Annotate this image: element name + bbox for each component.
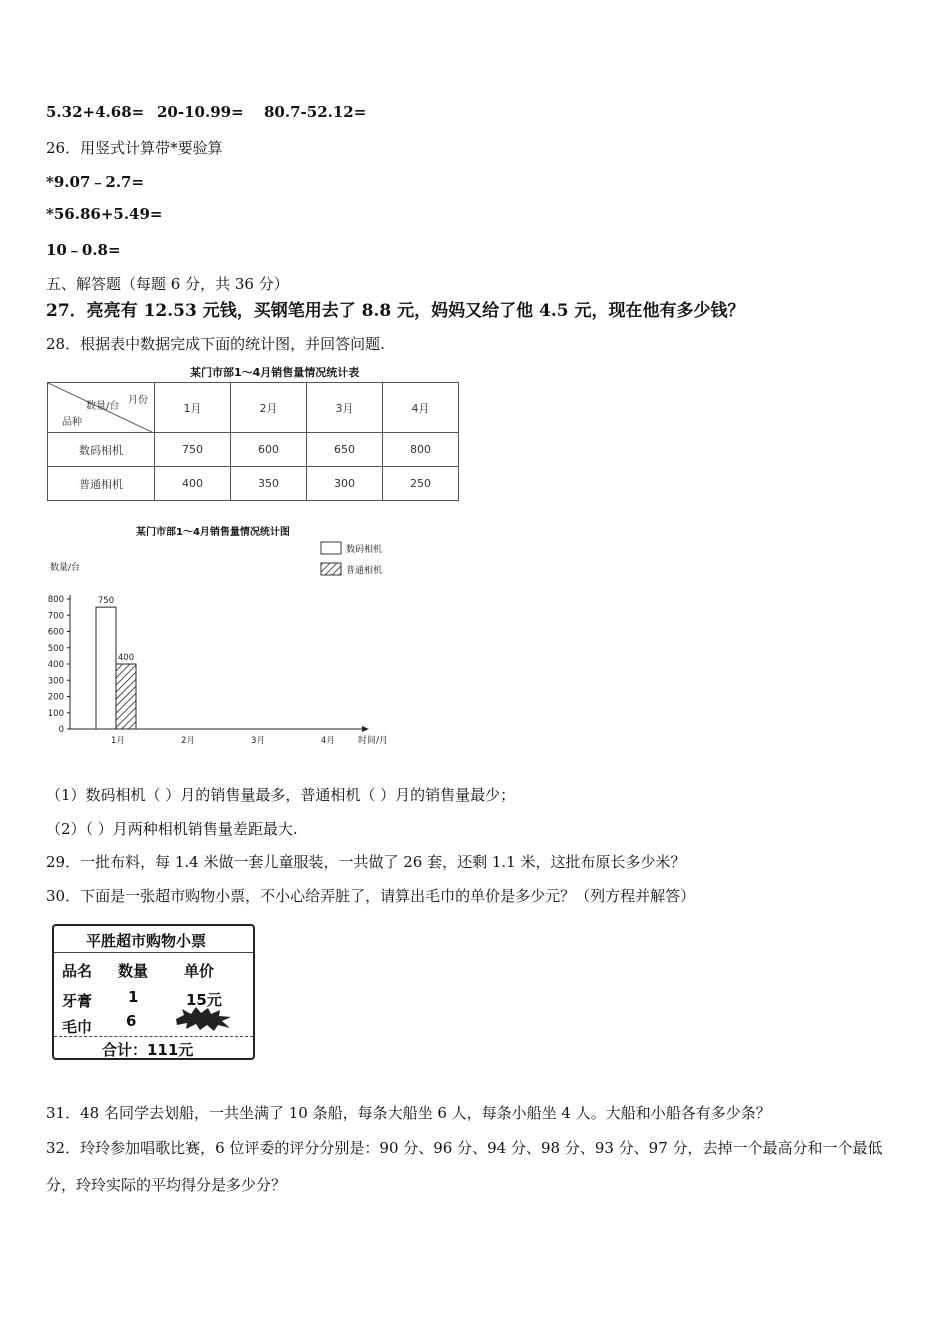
table-cell: 800	[383, 433, 459, 467]
x-tick-label: 4月	[321, 736, 335, 746]
question-26-c: 10﹣0.8=	[46, 241, 121, 259]
question-26: 26．用竖式计算带*要验算	[46, 139, 223, 157]
legend-swatch-normal	[321, 563, 341, 575]
bar-digital-camera	[96, 607, 116, 729]
question-28-1: （1）数码相机（ ）月的销售量最多，普通相机（ ）月的销售量最少；	[46, 786, 516, 804]
receipt-col-price: 单价	[184, 962, 215, 980]
calc-item-3: 80.7-52.12=	[264, 103, 367, 121]
bar-chart	[40, 520, 410, 755]
question-32-line-1: 32．玲玲参加唱歌比赛，6 位评委的评分分别是：90 分、96 分、94 分、98 分、93 分、97 分，去掉一个最高分和一个最低	[46, 1139, 883, 1157]
table-corner-cell	[48, 383, 155, 433]
legend-label-digital: 数码相机	[346, 545, 383, 555]
legend-label-normal: 普通相机	[346, 566, 383, 576]
bar-label-normal: 400	[117, 653, 135, 663]
y-tick-label: 0	[58, 725, 64, 735]
question-28-2: （2）（ ）月两种相机销售量差距最大.	[46, 820, 298, 838]
table-header-month: 1月	[155, 383, 231, 433]
receipt-dashed-line	[54, 1036, 253, 1037]
section-5-heading: 五、解答题（每题 6 分，共 36 分）	[46, 275, 289, 293]
question-30: 30．下面是一张超市购物小票，不小心给弄脏了，请算出毛巾的单价是多少元？（列方程并解答）	[46, 887, 696, 905]
y-tick-label: 400	[47, 660, 64, 670]
receipt-col-qty: 数量	[118, 962, 149, 980]
table-cell: 250	[383, 467, 459, 501]
corner-month-label: 月份	[128, 395, 148, 406]
table-row-name: 普通相机	[48, 467, 155, 501]
table-cell: 300	[307, 467, 383, 501]
y-tick-label: 300	[47, 676, 64, 687]
x-axis-label: 时间/月	[358, 736, 389, 746]
question-26-b: *56.86+5.49=	[46, 205, 163, 223]
chart-svg	[40, 520, 410, 755]
y-tick-label: 100	[47, 708, 64, 719]
receipt-row2-qty: 6	[126, 1012, 137, 1030]
x-tick-label: 3月	[251, 736, 265, 746]
chart-title: 某门市部1～4月销售量情况统计图	[136, 527, 290, 538]
question-32-line-2: 分，玲玲实际的平均得分是多少分？	[46, 1176, 287, 1194]
receipt-row2-name: 毛巾	[62, 1018, 93, 1036]
corner-qty-label: 数量/台	[86, 401, 120, 412]
receipt-title: 平胜超市购物小票	[86, 932, 207, 950]
corner-kind-label: 品种	[62, 417, 82, 428]
legend-swatch-digital	[321, 542, 341, 554]
stain-blot-icon	[174, 1006, 234, 1032]
y-tick-label: 500	[47, 643, 64, 654]
shopping-receipt	[52, 924, 255, 1060]
question-26-a: *9.07﹣2.7=	[46, 173, 145, 191]
y-tick-label: 600	[47, 627, 64, 638]
y-tick-label: 200	[47, 692, 64, 703]
sales-table	[47, 382, 459, 501]
question-29: 29．一批布料，每 1.4 米做一套儿童服装，一共做了 26 套，还剩 1.1 米，这批布原长多少米？	[46, 853, 686, 871]
receipt-total: 合计：111元	[102, 1041, 194, 1059]
receipt-col-name: 品名	[62, 962, 93, 980]
table-row-name: 数码相机	[48, 433, 155, 467]
x-tick-label: 2月	[181, 736, 195, 746]
table-row	[48, 433, 459, 467]
question-27: 27．亮亮有 12.53 元钱，买钢笔用去了 8.8 元，妈妈又给了他 4.5 元，现在他有多少钱？	[46, 301, 745, 321]
table-row	[48, 467, 459, 501]
bar-normal-camera	[116, 664, 136, 729]
x-axis-arrow	[362, 726, 369, 732]
receipt-row1-price: 15元	[186, 991, 222, 1009]
y-tick-label: 800	[47, 595, 64, 605]
bar-label-digital: 750	[97, 596, 115, 607]
receipt-row1-qty: 1	[128, 988, 139, 1006]
table-cell: 650	[307, 433, 383, 467]
receipt-divider	[54, 952, 253, 953]
x-tick-label: 1月	[111, 736, 125, 746]
y-tick-label: 700	[47, 611, 64, 622]
table-cell: 400	[155, 467, 231, 501]
calc-item-1: 5.32+4.68=	[46, 103, 145, 121]
calc-item-2: 20-10.99=	[157, 103, 244, 121]
table-header-month: 3月	[307, 383, 383, 433]
receipt-row1-name: 牙膏	[62, 992, 93, 1010]
y-axis-label: 数量/台	[50, 563, 81, 573]
table-header-month: 4月	[383, 383, 459, 433]
table-title: 某门市部1～4月销售量情况统计表	[190, 366, 360, 379]
table-cell: 750	[155, 433, 231, 467]
question-31: 31．48 名同学去划船，一共坐满了 10 条船，每条大船坐 6 人，每条小船坐 4 人。大船和小船各有多少条？	[46, 1104, 771, 1122]
question-28: 28．根据表中数据完成下面的统计图，并回答问题.	[46, 335, 385, 353]
table-cell: 350	[231, 467, 307, 501]
table-cell: 600	[231, 433, 307, 467]
table-header-month: 2月	[231, 383, 307, 433]
